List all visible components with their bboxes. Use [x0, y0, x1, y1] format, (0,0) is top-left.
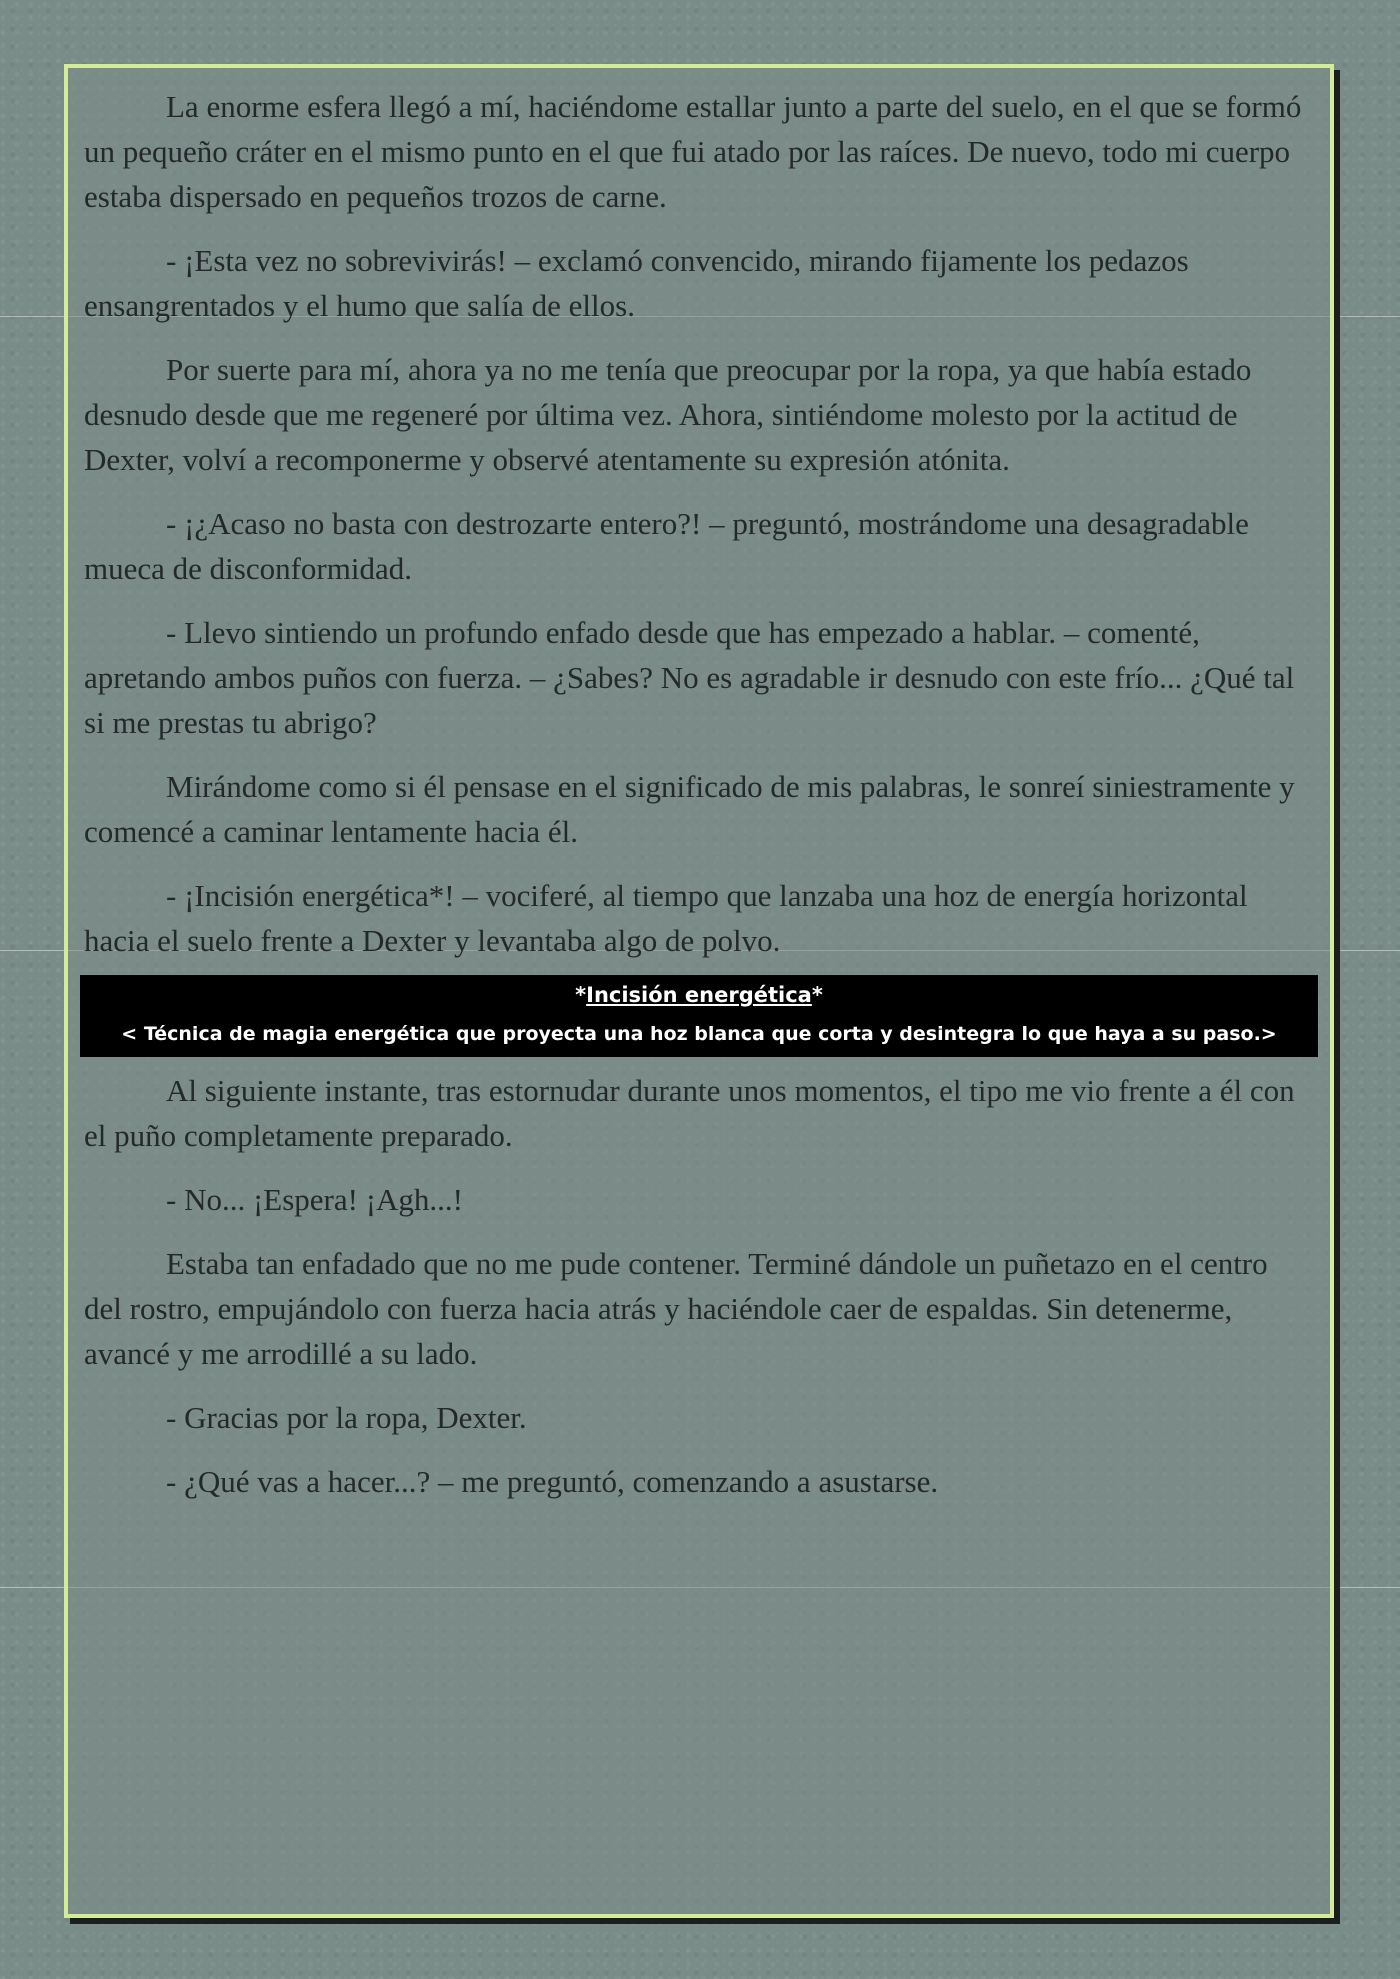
footnote-box — [80, 975, 1318, 1057]
footnote-asterisk-left: * — [575, 983, 587, 1007]
paragraph: - No... ¡Espera! ¡Agh...! — [166, 1182, 463, 1217]
paragraph: La enorme esfera llegó a mí, haciéndome estallar junto a parte del suelo, en el que se formó un pequeño cráter en el mismo punto en el que fui atado por las raíces. De nuevo, todo mi cuerpo estaba dispersado en pequeños trozos de carne. — [84, 89, 1302, 214]
footnote-description: < Técnica de magia energética que proyecta una hoz blanca que corta y desintegra lo que haya a su paso.> — [121, 1023, 1277, 1045]
story-text — [84, 84, 1304, 1523]
paragraph: - ¡Esta vez no sobrevivirás! – exclamó convencido, mirando fijamente los pedazos ensangrentados y el humo que salía de ellos. — [84, 243, 1189, 323]
footnote-title — [80, 981, 1318, 1009]
paragraph: Mirándome como si él pensase en el significado de mis palabras, le sonreí siniestramente y comencé a caminar lentamente hacia él. — [84, 769, 1295, 849]
paragraph: - ¡¿Acaso no basta con destrozarte entero?! – preguntó, mostrándome una desagradable mueca de disconformidad. — [84, 506, 1249, 586]
paragraph: Estaba tan enfadado que no me pude contener. Terminé dándole un puñetazo en el centro del rostro, empujándolo con fuerza hacia atrás y haciéndole caer de espaldas. Sin detenerme, avancé y me arrodillé a su lado. — [84, 1246, 1268, 1371]
paragraph: - ¡Incisión energética*! – vociferé, al tiempo que lanzaba una hoz de energía horizontal hacia el suelo frente a Dexter y levantaba algo de polvo. — [84, 878, 1248, 958]
paragraph: Al siguiente instante, tras estornudar durante unos momentos, el tipo me vio frente a él con el puño completamente preparado. — [84, 1073, 1295, 1153]
footnote-asterisk-right: * — [811, 983, 823, 1007]
paragraph: - ¿Qué vas a hacer...? – me preguntó, comenzando a asustarse. — [166, 1464, 939, 1499]
paragraph: - Gracias por la ropa, Dexter. — [166, 1400, 527, 1435]
paragraph: Por suerte para mí, ahora ya no me tenía que preocupar por la ropa, ya que había estado desnudo desde que me regeneré por última vez. Ahora, sintiéndome molesto por la actitud de Dexter, volví a recomponerme y observé atentamente su expresión atónita. — [84, 352, 1252, 477]
paragraph: - Llevo sintiendo un profundo enfado desde que has empezado a hablar. – comenté, apretando ambos puños con fuerza. – ¿Sabes? No es agradable ir desnudo con este frío... ¿Qué tal si me prestas tu abrigo? — [84, 615, 1295, 740]
footnote-term: Incisión energética — [586, 983, 812, 1007]
